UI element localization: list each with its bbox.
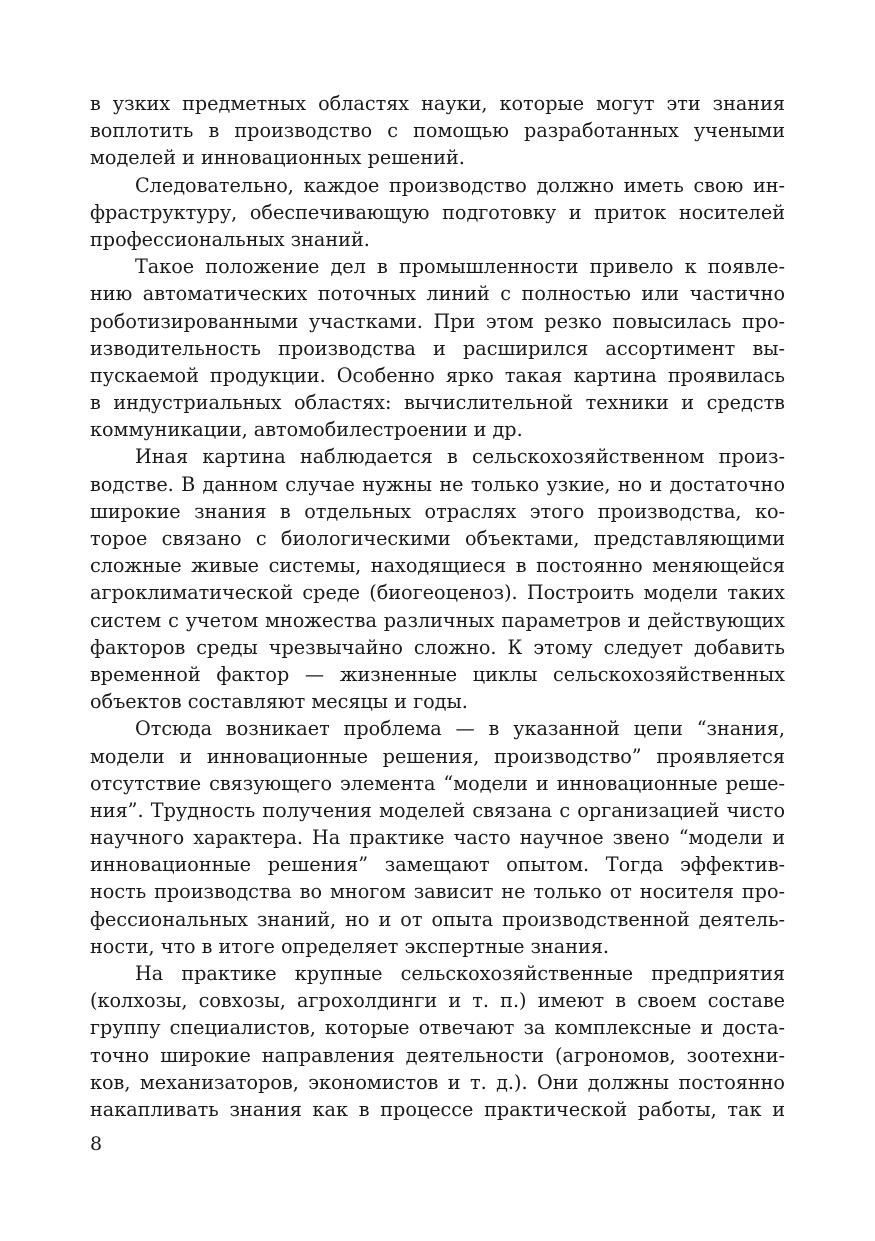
paragraph — [90, 90, 785, 172]
text-line: пускаемой продукции. Особенно ярко такая картина проявилась — [90, 363, 785, 387]
text-line: ности, что в итоге определяет экспертные знания. — [90, 934, 610, 958]
text-line: научного характера. На практике часто научное звено “модели и — [90, 826, 785, 850]
text-line: Иная картина наблюдается в сельскохозяйственном произ- — [135, 445, 785, 469]
text-line: воплотить в производство с помощью разработанных учеными — [90, 119, 785, 143]
text-line: временной фактор — жизненные циклы сельскохозяйственных — [90, 662, 785, 686]
text-line: роботизированными участками. При этом резко повысилась про- — [90, 309, 785, 333]
body-text — [90, 90, 785, 1123]
text-line: фраструктуру, обеспечивающую подготовку и приток носителей — [90, 200, 785, 224]
text-line: (колхозы, совхозы, агрохолдинги и т. п.) имеют в своем составе — [90, 989, 785, 1013]
page-number: 8 — [90, 1133, 103, 1155]
text-line: ков, механизаторов, экономистов и т. д.). Они должны постоянно — [90, 1070, 785, 1094]
paragraph — [90, 715, 785, 960]
text-line: водстве. В данном случае нужны не только узкие, но и достаточно — [90, 472, 785, 496]
text-line: ния”. Трудность получения моделей связана с организацией чисто — [90, 798, 785, 822]
text-line: в узких предметных областях науки, которые могут эти знания — [90, 92, 785, 115]
paragraph — [90, 960, 785, 1123]
text-line: систем с учетом множества различных параметров и действующих — [90, 608, 785, 632]
paragraph — [90, 172, 785, 254]
text-line: инновационные решения” замещают опытом. Тогда эффектив- — [90, 853, 785, 877]
text-line: профессиональных знаний. — [90, 227, 370, 251]
text-line: сложные живые системы, находящиеся в постоянно меняющейся — [90, 554, 785, 578]
text-line: изводительность производства и расширился ассортимент вы- — [90, 336, 785, 360]
text-line: объектов составляют месяцы и годы. — [90, 690, 468, 714]
text-line: Отсюда возникает проблема — в указанной цепи “знания, — [135, 717, 785, 741]
text-line: Такое положение дел в промышленности привело к появле- — [135, 255, 785, 279]
text-line: ность производства во многом зависит не только от носителя про- — [90, 880, 785, 904]
text-line: агроклиматической среде (биогеоценоз). Построить модели таких — [90, 581, 785, 605]
paragraph — [90, 253, 785, 443]
text-line: отсутствие связующего элемента “модели и инновационные реше- — [90, 771, 785, 795]
text-line: торое связано с биологическими объектами, представляющими — [90, 527, 785, 550]
text-line: накапливать знания как в процессе практической работы, так и — [90, 1097, 785, 1121]
text-line: моделей и инновационных решений. — [90, 146, 465, 170]
paragraph — [90, 443, 785, 715]
text-line: нию автоматических поточных линий с полностью или частично — [90, 282, 785, 306]
text-line: точно широкие направления деятельности (агрономов, зоотехни- — [90, 1043, 785, 1067]
text-line: группу специалистов, которые отвечают за комплексные и доста- — [90, 1016, 785, 1040]
text-line: широкие знания в отдельных отраслях этого производства, ко- — [90, 499, 785, 523]
text-line: коммуникации, автомобилестроении и др. — [90, 418, 523, 442]
text-line: На практике крупные сельскохозяйственные предприятия — [135, 962, 785, 985]
text-line: модели и инновационные решения, производство” проявляется — [90, 744, 785, 768]
text-line: Следовательно, каждое производство должно иметь свою ин- — [135, 173, 785, 197]
text-line: факторов среды чрезвычайно сложно. К этому следует добавить — [90, 635, 785, 659]
text-line: в индустриальных областях: вычислительной техники и средств — [90, 391, 785, 415]
text-line: фессиональных знаний, но и от опыта производственной деятель- — [90, 907, 785, 931]
